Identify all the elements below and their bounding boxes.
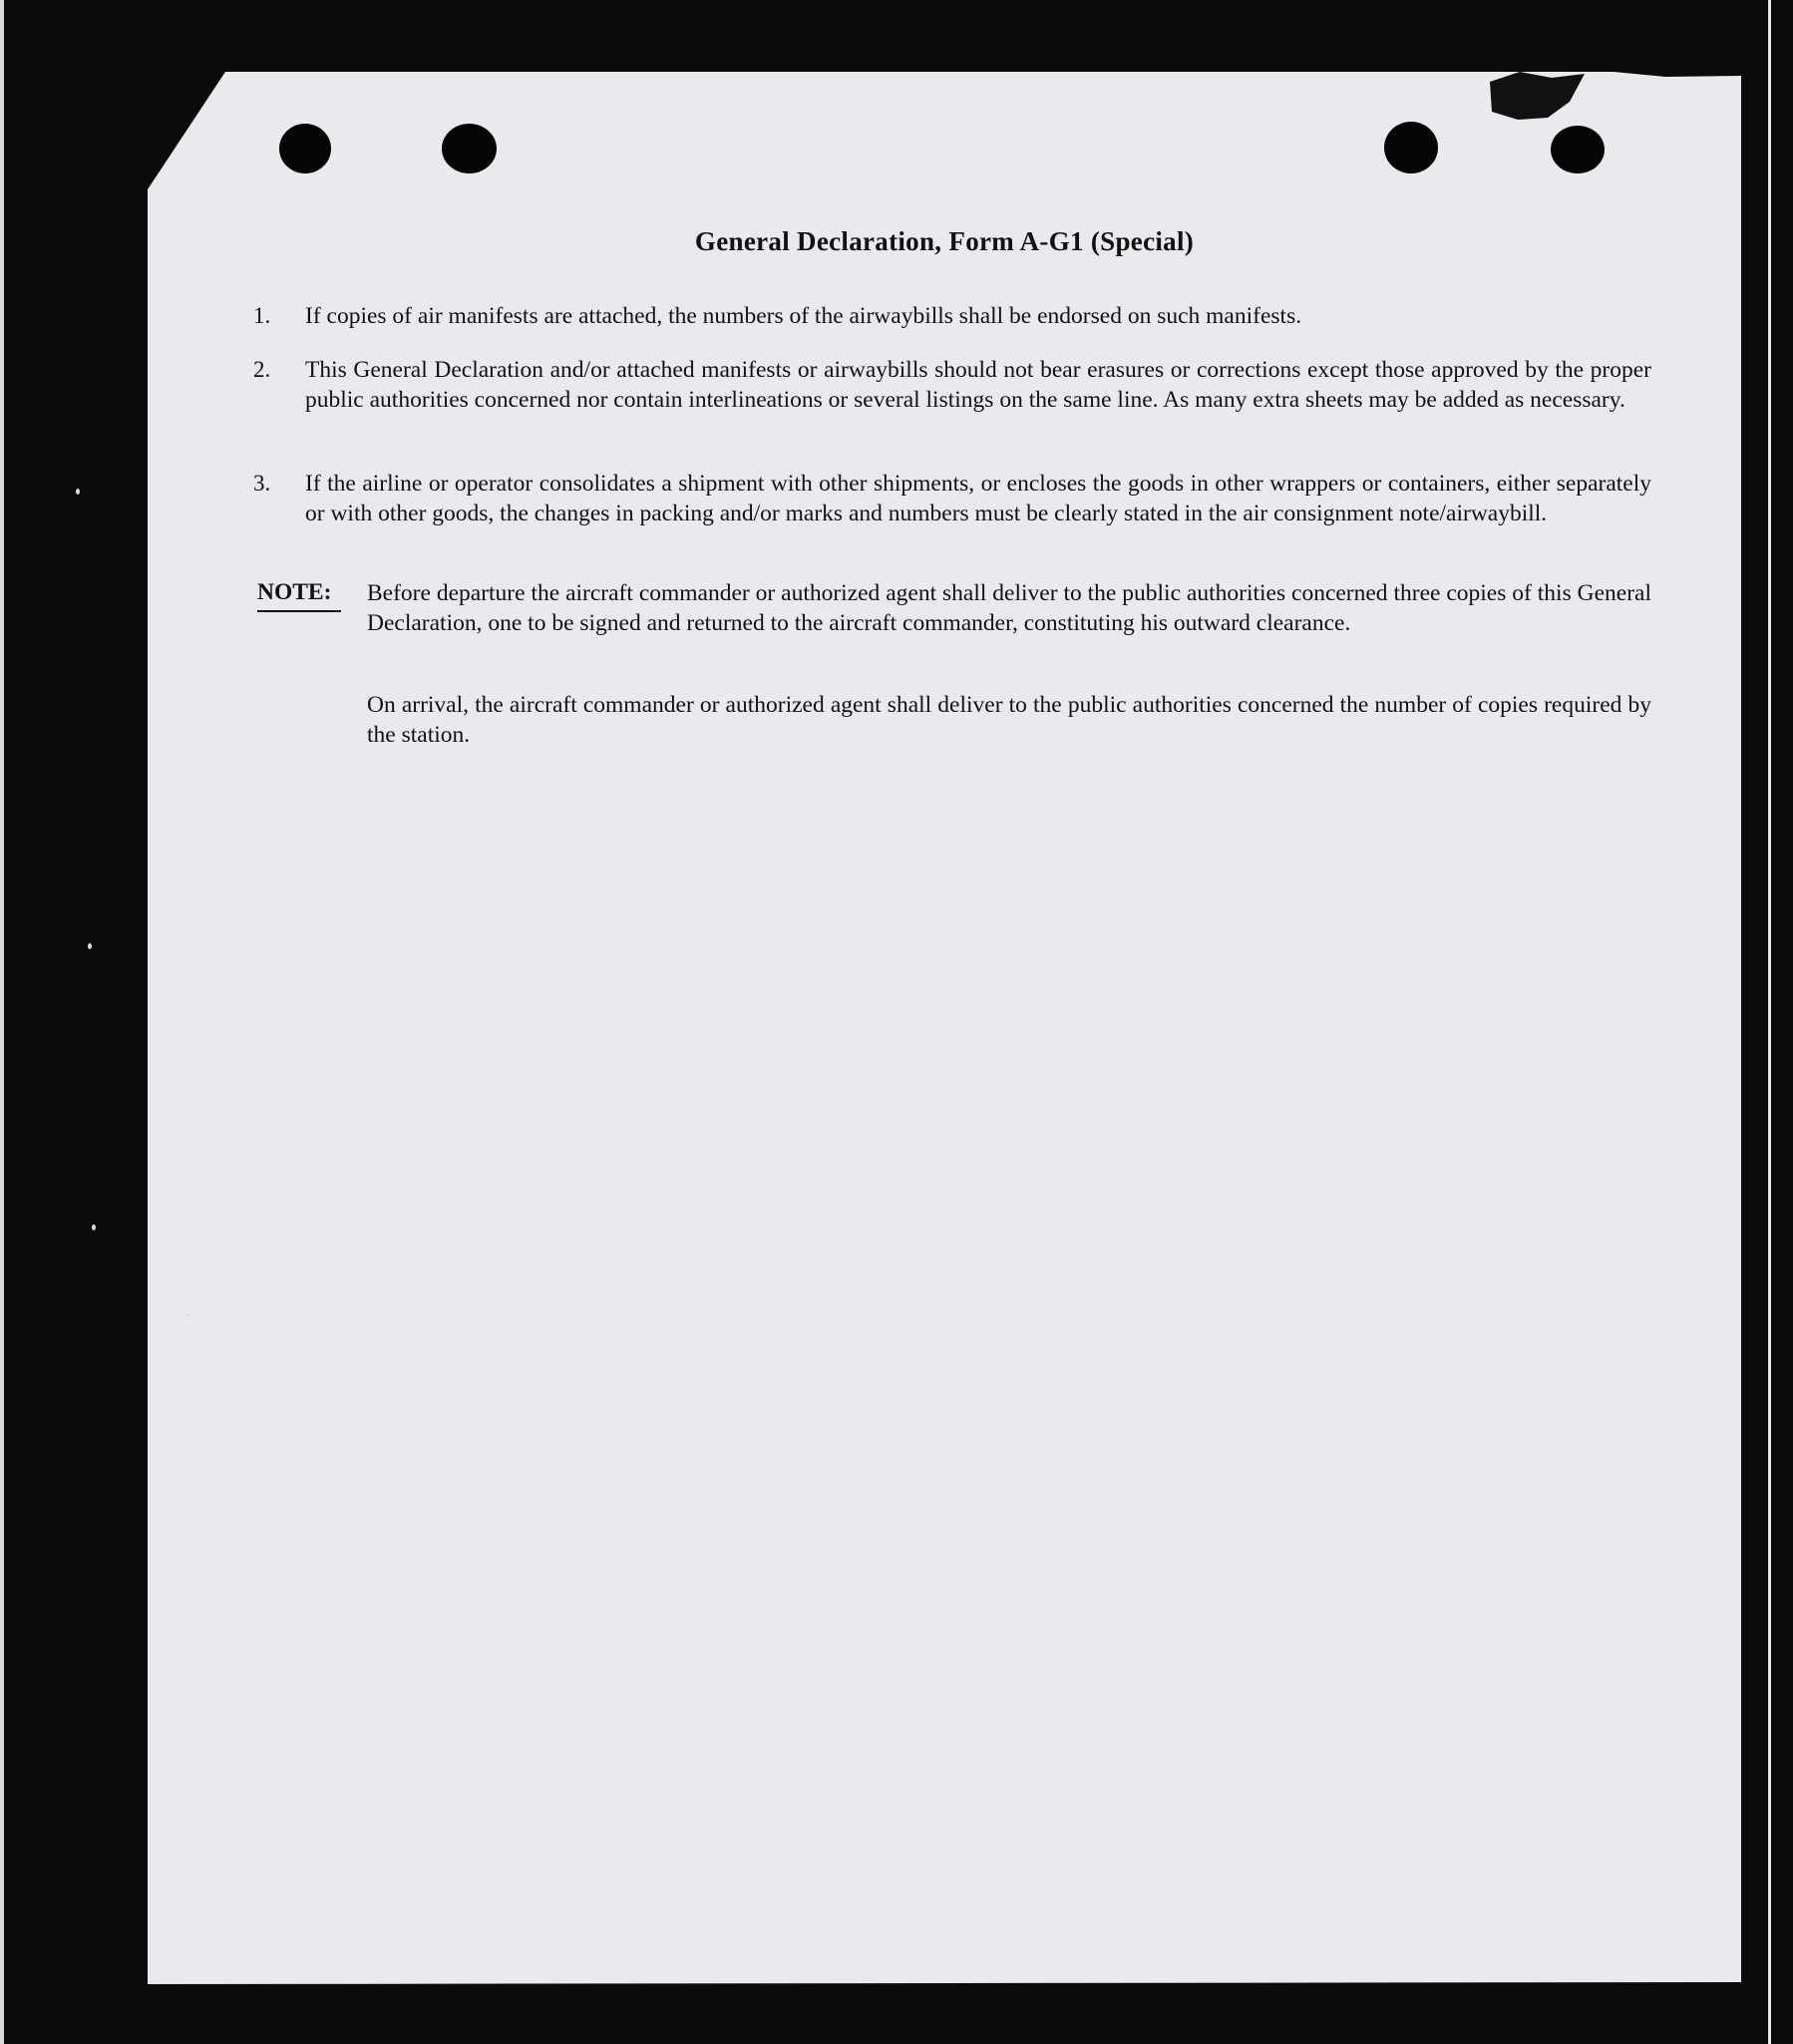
item-number: 1. — [253, 303, 271, 328]
item-text: If the airline or operator consolidates a shipment with other shipments, or encloses the goods in other wrappers or containers, either separately or with other goods, the changes in packing and/or marks and numbers must be clearly stated in the air consignment note/airwaybill. — [305, 471, 1651, 526]
note-paragraph: On arrival, the aircraft commander or authorized agent shall deliver to the public authorities concerned the number of copies required by the station. — [367, 692, 1651, 748]
item-text: This General Declaration and/or attached manifests or airwaybills should not bear erasures or corrections except those approved by the proper public authorities concerned nor contain interlineations or several listings on the same line. As many extra sheets may be added as necessary. — [305, 357, 1651, 413]
note-paragraph: Before departure the aircraft commander or authorized agent shall deliver to the public authorities concerned three copies of this General Declaration, one to be signed and returned to the aircraft commander, constituting his outward clearance. — [367, 580, 1651, 636]
document-body — [148, 72, 1741, 1984]
note-underline — [257, 610, 341, 612]
item-number: 3. — [253, 471, 271, 496]
document-title: General Declaration, Form A-G1 (Special) — [694, 226, 1195, 256]
item-number: 2. — [253, 357, 271, 382]
item-text: If copies of air manifests are attached, the numbers of the airwaybills shall be endorsed on such manifests. — [305, 303, 1302, 329]
scan-edge-left — [0, 0, 4, 2044]
note-label: NOTE: — [257, 579, 332, 605]
scan-edge-right — [1768, 0, 1771, 2044]
